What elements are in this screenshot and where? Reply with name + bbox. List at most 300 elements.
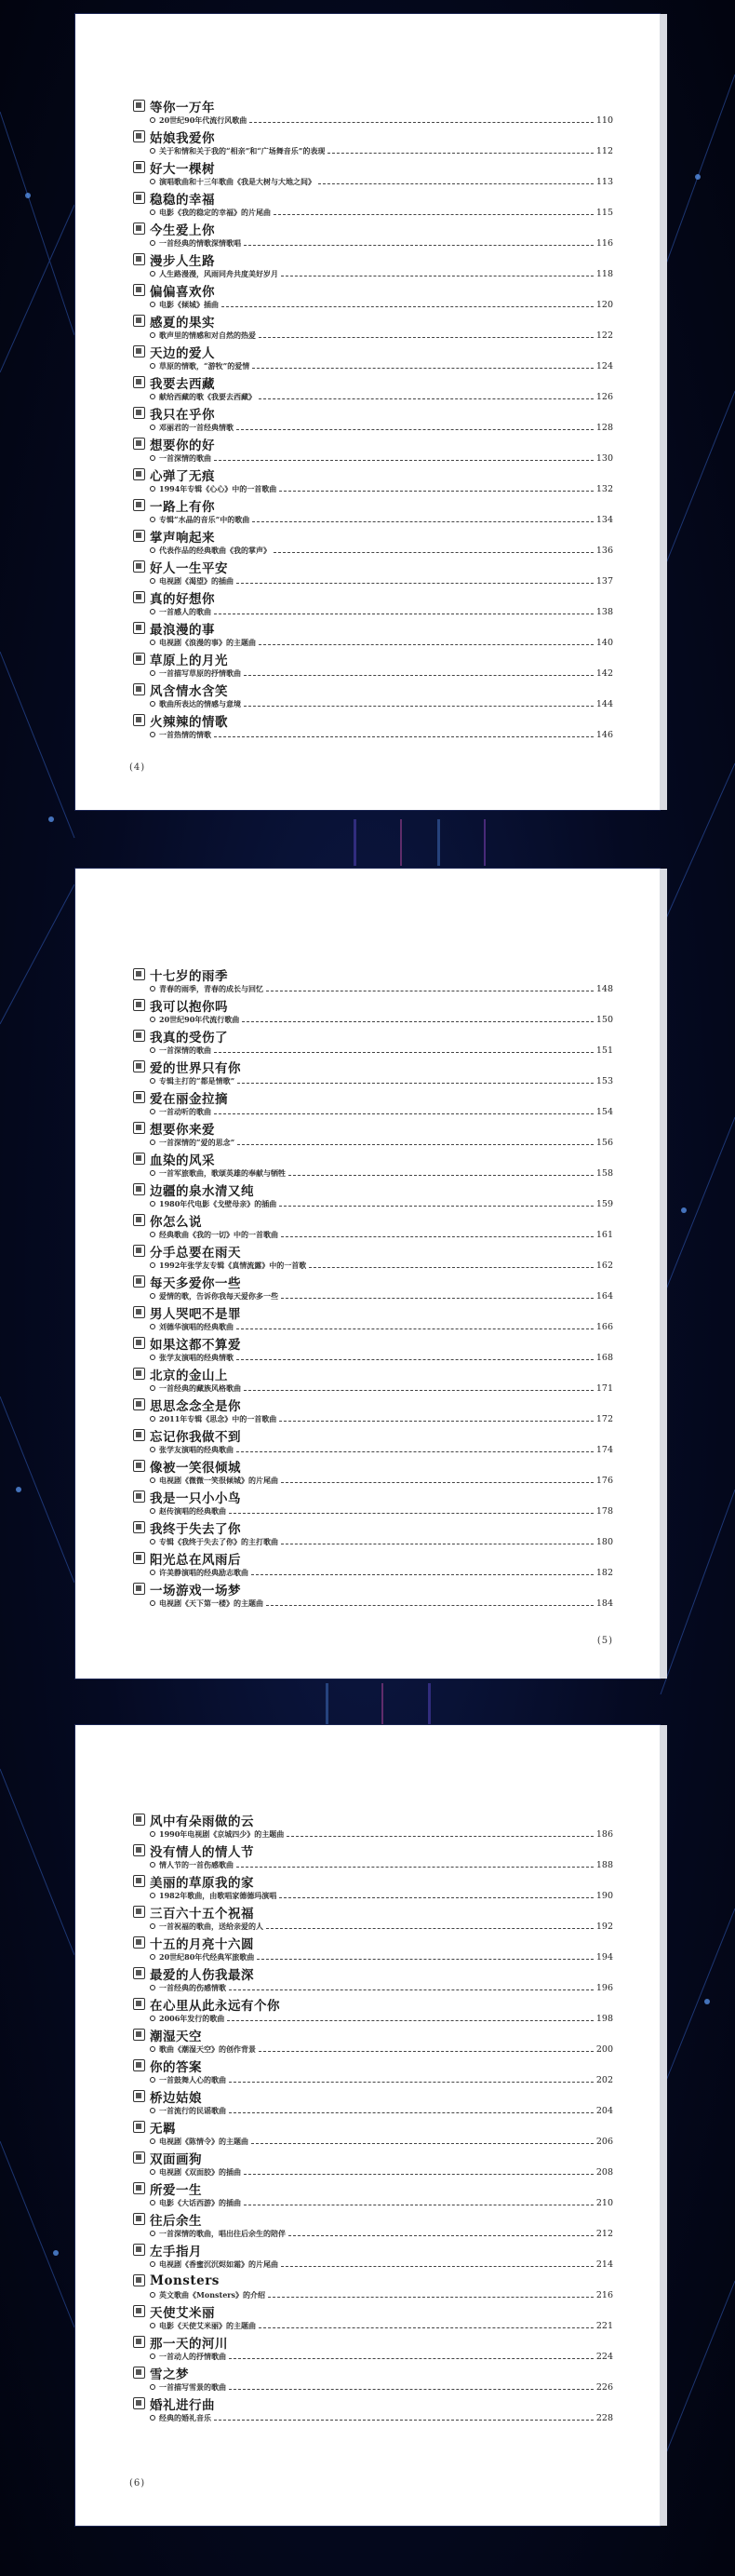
toc-entry-title: 思思念念全是你 xyxy=(150,1398,241,1414)
toc-entry[interactable] xyxy=(133,497,613,528)
toc-entry[interactable] xyxy=(133,2027,613,2057)
circle-bullet-icon xyxy=(150,1293,155,1299)
toc-entry-title-row xyxy=(133,1181,613,1197)
toc-entry-detail-row xyxy=(133,2380,613,2394)
toc-entry-title: 男人哭吧不是罪 xyxy=(150,1306,241,1322)
circle-bullet-icon xyxy=(150,2046,155,2052)
toc-page-number[interactable]: 168 xyxy=(595,1352,613,1363)
toc-page-number[interactable]: 124 xyxy=(595,360,613,371)
toc-page-number[interactable]: 198 xyxy=(595,2013,613,2024)
toc-page-number[interactable]: 148 xyxy=(595,983,613,994)
square-bullet-icon xyxy=(133,1337,145,1349)
dot-leader xyxy=(252,521,594,522)
circle-bullet-icon xyxy=(150,1923,155,1929)
toc-entry-detail-row xyxy=(133,1382,613,1395)
toc-page-number[interactable]: 112 xyxy=(595,145,613,156)
toc-entry-title: 北京的金山上 xyxy=(150,1368,228,1383)
circle-bullet-icon xyxy=(150,486,155,492)
toc-entry[interactable] xyxy=(133,344,613,374)
toc-entry-detail-row xyxy=(133,636,613,649)
circle-bullet-icon xyxy=(150,455,155,461)
toc-entry-subtitle: 20世纪80年代经典军旅歌曲 xyxy=(159,1951,255,1962)
toc-page-number[interactable]: 158 xyxy=(595,1167,613,1179)
toc-entry-title-row xyxy=(133,2088,613,2104)
toc-page-number[interactable]: 221 xyxy=(595,2320,613,2331)
toc-entry-title-row xyxy=(133,1151,613,1167)
toc-entry-subtitle: 专辑《我终于失去了你》的主打歌曲 xyxy=(159,1536,278,1546)
toc-page-5 xyxy=(75,869,660,1679)
toc-page-number[interactable]: 136 xyxy=(595,545,613,556)
toc-page-number[interactable]: 132 xyxy=(595,483,613,494)
circle-bullet-icon xyxy=(150,1262,155,1268)
toc-page-number[interactable]: 182 xyxy=(595,1567,613,1578)
toc-entry-detail-row xyxy=(133,236,613,250)
toc-entry-subtitle: 电视剧《微微一笑很倾城》的片尾曲 xyxy=(159,1475,278,1485)
toc-entry[interactable] xyxy=(133,2395,613,2426)
toc-page-number[interactable]: 212 xyxy=(595,2228,613,2239)
square-bullet-icon xyxy=(133,499,145,511)
toc-page-number[interactable]: 115 xyxy=(595,207,613,218)
toc-entry-subtitle: 电视剧《香蜜沉沉烬如霜》的片尾曲 xyxy=(159,2259,278,2269)
toc-entry-detail-row xyxy=(133,1535,613,1548)
toc-entry-subtitle: 许美静演唱的经典励志歌曲 xyxy=(159,1567,248,1577)
toc-entry-detail-row xyxy=(133,175,613,188)
toc-entry-title: 姑娘我爱你 xyxy=(150,130,215,146)
circle-bullet-icon xyxy=(150,425,155,430)
toc-entry[interactable] xyxy=(133,2088,613,2119)
toc-entry-title: 天边的爱人 xyxy=(150,345,215,361)
toc-page-number[interactable]: 161 xyxy=(595,1229,613,1240)
toc-entry-title: 感夏的果实 xyxy=(150,315,215,330)
toc-entry-subtitle: 一首深情的歌曲，唱出往后余生的陪伴 xyxy=(159,2228,286,2238)
toc-entry-title-row xyxy=(133,2119,613,2135)
toc-entry[interactable] xyxy=(133,1274,613,1304)
toc-entry[interactable] xyxy=(133,1427,613,1458)
toc-entry-subtitle: 电视剧《双面胶》的插曲 xyxy=(159,2166,241,2177)
toc-entry-title: 想要你来爱 xyxy=(150,1122,215,1138)
toc-entry-title-row xyxy=(133,466,613,482)
toc-entry[interactable] xyxy=(133,2242,613,2273)
toc-entry[interactable] xyxy=(133,1243,613,1274)
circle-bullet-icon xyxy=(150,1078,155,1084)
toc-entry[interactable] xyxy=(133,128,613,159)
toc-entry[interactable] xyxy=(133,589,613,620)
toc-entry-title: 分手总要在雨天 xyxy=(150,1245,241,1261)
toc-entry[interactable] xyxy=(133,1059,613,1089)
toc-entry-title-row xyxy=(133,1028,613,1044)
toc-page-number[interactable]: 210 xyxy=(595,2197,613,2208)
toc-page-number[interactable]: 176 xyxy=(595,1475,613,1486)
toc-entry[interactable] xyxy=(133,997,613,1028)
circle-bullet-icon xyxy=(150,640,155,645)
toc-entry[interactable] xyxy=(133,1935,613,1965)
toc-entry[interactable] xyxy=(133,1366,613,1396)
dot-leader xyxy=(274,552,594,553)
toc-entry-subtitle: 电视剧《天下第一楼》的主题曲 xyxy=(159,1598,263,1608)
square-bullet-icon xyxy=(133,530,145,542)
toc-entry-detail-row xyxy=(133,667,613,680)
toc-entry[interactable] xyxy=(133,313,613,344)
dot-leader xyxy=(259,644,594,645)
toc-entry-detail-row xyxy=(133,1044,613,1057)
toc-page-number[interactable]: 224 xyxy=(595,2351,613,2362)
dot-leader xyxy=(236,429,594,430)
circle-bullet-icon xyxy=(150,117,155,123)
toc-entry[interactable] xyxy=(133,282,613,313)
toc-page-number[interactable]: 134 xyxy=(595,514,613,525)
toc-page-number[interactable]: 130 xyxy=(595,452,613,464)
toc-entry-title-row xyxy=(133,528,613,544)
toc-entry[interactable] xyxy=(133,405,613,436)
toc-entry-title-row xyxy=(133,1120,613,1136)
toc-entry-detail-row xyxy=(133,2104,613,2117)
toc-entry-title: 血染的风采 xyxy=(150,1153,215,1168)
toc-entry[interactable] xyxy=(133,221,613,251)
toc-entry[interactable] xyxy=(133,712,613,743)
square-bullet-icon xyxy=(133,968,145,980)
toc-list xyxy=(133,98,613,743)
toc-entry-title: 最浪漫的事 xyxy=(150,622,215,638)
toc-entry[interactable] xyxy=(133,1396,613,1427)
toc-entry[interactable] xyxy=(133,374,613,405)
circle-bullet-icon xyxy=(150,517,155,522)
toc-entry-subtitle: 电视剧《浪漫的事》的主题曲 xyxy=(159,637,256,647)
toc-entry-title-row xyxy=(133,128,613,144)
toc-page-number[interactable]: 144 xyxy=(595,698,613,709)
toc-entry-detail-row xyxy=(133,1320,613,1333)
toc-entry[interactable] xyxy=(133,1489,613,1519)
toc-entry-title-row xyxy=(133,681,613,697)
toc-entry-title: 像被一笑很倾城 xyxy=(150,1460,241,1476)
toc-page-number[interactable]: 180 xyxy=(595,1536,613,1547)
toc-entry-title: 风中有朵雨做的云 xyxy=(150,1814,254,1829)
toc-entry[interactable] xyxy=(133,190,613,221)
toc-entry-title-row xyxy=(133,497,613,513)
toc-entry[interactable] xyxy=(133,2180,613,2211)
toc-entry-title-row xyxy=(133,589,613,605)
toc-entry[interactable] xyxy=(133,1842,613,1873)
toc-page-number[interactable]: 208 xyxy=(595,2166,613,2178)
toc-entry-title: 稳稳的幸福 xyxy=(150,192,215,208)
toc-page-number[interactable]: 178 xyxy=(595,1505,613,1517)
toc-entry[interactable] xyxy=(133,2334,613,2365)
toc-page-number[interactable]: 188 xyxy=(595,1859,613,1870)
circle-bullet-icon xyxy=(150,2108,155,2113)
toc-page-number[interactable]: 110 xyxy=(595,115,613,126)
toc-entry[interactable] xyxy=(133,1458,613,1489)
toc-page-number[interactable]: 159 xyxy=(595,1198,613,1209)
toc-entry-detail-row xyxy=(133,2196,613,2209)
dot-leader xyxy=(268,2297,594,2298)
toc-entry-title-row xyxy=(133,651,613,667)
toc-entry[interactable] xyxy=(133,1151,613,1181)
dot-leader xyxy=(279,1206,594,1207)
toc-entry-detail-row xyxy=(133,452,613,465)
toc-entry-subtitle: 歌声里的情感和对自然的热爱 xyxy=(159,330,256,340)
square-bullet-icon xyxy=(133,2305,145,2317)
toc-entry[interactable] xyxy=(133,528,613,559)
toc-entry[interactable] xyxy=(133,466,613,497)
toc-page-number[interactable]: 206 xyxy=(595,2136,613,2147)
toc-entry-subtitle: 专辑“水晶的音乐”中的歌曲 xyxy=(159,514,250,524)
toc-page-number[interactable]: 166 xyxy=(595,1321,613,1332)
toc-page-number[interactable]: 116 xyxy=(595,237,613,249)
toc-entry-title-row xyxy=(133,1519,613,1535)
toc-entry-title: 真的好想你 xyxy=(150,591,215,607)
toc-entry-title-row xyxy=(133,405,613,421)
toc-page-number[interactable]: 151 xyxy=(595,1045,613,1056)
toc-entry-title-row xyxy=(133,221,613,236)
toc-page-number[interactable]: 190 xyxy=(595,1890,613,1901)
toc-entry-title: 天使艾米丽 xyxy=(150,2305,215,2321)
toc-page-number[interactable]: 156 xyxy=(595,1137,613,1148)
toc-entry-title-row xyxy=(133,1935,613,1950)
toc-entry-detail-row xyxy=(133,513,613,526)
toc-entry[interactable] xyxy=(133,1904,613,1935)
toc-entry[interactable] xyxy=(133,436,613,466)
toc-entry-detail-row xyxy=(133,2258,613,2271)
toc-entry-title-row xyxy=(133,966,613,982)
toc-entry-subtitle: 电影《天使艾米丽》的主题曲 xyxy=(159,2320,256,2330)
toc-entry-detail-row xyxy=(133,1827,613,1841)
square-bullet-icon xyxy=(133,2059,145,2071)
toc-entry[interactable] xyxy=(133,2057,613,2088)
toc-entry-detail-row xyxy=(133,605,613,618)
circle-bullet-icon xyxy=(150,578,155,584)
square-bullet-icon xyxy=(133,253,145,265)
toc-page-number[interactable]: 137 xyxy=(595,575,613,587)
circle-bullet-icon xyxy=(150,1324,155,1329)
square-bullet-icon xyxy=(133,315,145,327)
toc-entry-subtitle: 一首鼓舞人心的歌曲 xyxy=(159,2074,226,2084)
toc-page-number[interactable]: 122 xyxy=(595,330,613,341)
dot-leader xyxy=(259,398,594,399)
toc-entry[interactable] xyxy=(133,681,613,712)
toc-page-number[interactable]: 126 xyxy=(595,391,613,402)
toc-page-number[interactable]: 202 xyxy=(595,2074,613,2085)
toc-entry[interactable] xyxy=(133,1120,613,1151)
toc-entry[interactable] xyxy=(133,651,613,681)
toc-entry[interactable] xyxy=(133,2303,613,2334)
toc-page-number[interactable]: 196 xyxy=(595,1982,613,1993)
toc-entry-subtitle: 一首深情的歌曲 xyxy=(159,1045,211,1055)
circle-bullet-icon xyxy=(150,1047,155,1053)
toc-entry-detail-row xyxy=(133,421,613,434)
circle-bullet-icon xyxy=(150,670,155,676)
square-bullet-icon xyxy=(133,1060,145,1072)
circle-bullet-icon xyxy=(150,1355,155,1360)
circle-bullet-icon xyxy=(150,2261,155,2267)
square-bullet-icon xyxy=(133,1583,145,1595)
toc-entry-subtitle: 一首经典的情歌深情歌唱 xyxy=(159,237,241,248)
toc-entry[interactable] xyxy=(133,2365,613,2395)
toc-page-number[interactable]: 174 xyxy=(595,1444,613,1455)
circle-bullet-icon xyxy=(150,609,155,614)
toc-entry[interactable] xyxy=(133,2150,613,2180)
toc-entry-subtitle: 一首热情的情歌 xyxy=(159,729,211,739)
toc-entry-subtitle: 邓丽君的一首经典情歌 xyxy=(159,422,234,432)
circle-bullet-icon xyxy=(150,1170,155,1176)
toc-page-number[interactable]: 140 xyxy=(595,637,613,648)
circle-bullet-icon xyxy=(150,1600,155,1606)
toc-entry-title: 草原上的月光 xyxy=(150,653,228,668)
toc-page-number[interactable]: 113 xyxy=(595,176,613,187)
toc-entry-subtitle: 一首经典的藏族风格歌曲 xyxy=(159,1382,241,1393)
toc-page-number[interactable]: 194 xyxy=(595,1951,613,1962)
toc-entry-title: 十七岁的雨季 xyxy=(150,968,228,984)
toc-page-number[interactable]: 172 xyxy=(595,1413,613,1424)
toc-entry-subtitle: 赵传演唱的经典歌曲 xyxy=(159,1505,226,1516)
square-bullet-icon xyxy=(133,1967,145,1979)
toc-entry[interactable] xyxy=(133,98,613,128)
toc-page-number[interactable]: 192 xyxy=(595,1921,613,1932)
toc-page-number[interactable]: 154 xyxy=(595,1106,613,1117)
toc-page-number[interactable]: 228 xyxy=(595,2412,613,2423)
dot-leader xyxy=(236,1451,594,1452)
toc-entry[interactable] xyxy=(133,1996,613,2027)
toc-entry-title-row xyxy=(133,620,613,636)
toc-entry-title: 火辣辣的情歌 xyxy=(150,714,228,730)
square-bullet-icon xyxy=(133,2244,145,2256)
toc-entry[interactable] xyxy=(133,620,613,651)
dot-leader xyxy=(244,245,594,246)
page-folio: (4) xyxy=(129,762,146,773)
dot-leader xyxy=(227,2020,594,2021)
toc-entry[interactable] xyxy=(133,1581,613,1612)
toc-entry-detail-row xyxy=(133,1228,613,1241)
toc-page-number[interactable]: 171 xyxy=(595,1382,613,1394)
toc-entry-title: 忘记你我做不到 xyxy=(150,1429,241,1445)
toc-entry-subtitle: 情人节的一首伤感歌曲 xyxy=(159,1859,234,1869)
toc-entry-subtitle: 关于和情和关于我的“相亲”和“广场舞音乐”的表现 xyxy=(159,145,326,155)
square-bullet-icon xyxy=(133,1122,145,1134)
dot-leader xyxy=(279,1897,594,1898)
dot-leader xyxy=(229,2358,594,2359)
toc-page-number[interactable]: 162 xyxy=(595,1260,613,1271)
circle-bullet-icon xyxy=(150,2169,155,2175)
toc-entry[interactable] xyxy=(133,1089,613,1120)
toc-entry[interactable] xyxy=(133,1304,613,1335)
toc-entry[interactable] xyxy=(133,1335,613,1366)
toc-entry[interactable] xyxy=(133,1028,613,1059)
toc-entry-subtitle: 歌曲所表达的情感与意境 xyxy=(159,698,241,708)
toc-entry-detail-row xyxy=(133,2411,613,2424)
square-bullet-icon xyxy=(133,560,145,573)
square-bullet-icon xyxy=(133,1030,145,1042)
toc-entry-title-row xyxy=(133,2180,613,2196)
toc-entry-subtitle: 歌曲《潮湿天空》的创作背景 xyxy=(159,2043,256,2054)
toc-entry-title-row xyxy=(133,344,613,359)
toc-page-number[interactable]: 150 xyxy=(595,1014,613,1025)
circle-bullet-icon xyxy=(150,1831,155,1837)
dot-leader xyxy=(242,1021,594,1022)
toc-page-number[interactable]: 138 xyxy=(595,606,613,617)
toc-entry[interactable] xyxy=(133,1519,613,1550)
toc-entry[interactable] xyxy=(133,2273,613,2303)
toc-entry[interactable] xyxy=(133,159,613,190)
dot-leader xyxy=(229,2082,594,2083)
dot-leader xyxy=(327,153,593,154)
toc-entry-detail-row xyxy=(133,1981,613,1994)
toc-entry-title: 雪之梦 xyxy=(150,2367,189,2382)
toc-entry[interactable] xyxy=(133,1873,613,1904)
toc-page-number[interactable]: 120 xyxy=(595,299,613,310)
toc-page-number[interactable]: 146 xyxy=(595,729,613,740)
toc-page-number[interactable]: 216 xyxy=(595,2289,613,2300)
toc-page-number[interactable]: 142 xyxy=(595,668,613,679)
toc-entry[interactable] xyxy=(133,251,613,282)
square-bullet-icon xyxy=(133,192,145,204)
page-folio: (6) xyxy=(129,2478,146,2488)
toc-entry[interactable] xyxy=(133,1212,613,1243)
toc-entry-subtitle: 2006年发行的歌曲 xyxy=(159,2013,225,2023)
circle-bullet-icon xyxy=(150,302,155,307)
square-bullet-icon xyxy=(133,2029,145,2041)
toc-entry-title: 好大一棵树 xyxy=(150,161,215,177)
toc-entry-title-row xyxy=(133,1581,613,1597)
dot-leader xyxy=(229,2112,594,2113)
square-bullet-icon xyxy=(133,1245,145,1257)
toc-entry-title: 最爱的人伤我最深 xyxy=(150,1967,254,1983)
dot-leader xyxy=(249,122,594,123)
dot-leader xyxy=(279,1421,594,1422)
circle-bullet-icon xyxy=(150,363,155,369)
toc-page-number[interactable]: 128 xyxy=(595,422,613,433)
square-bullet-icon xyxy=(133,438,145,450)
toc-page-number[interactable]: 186 xyxy=(595,1828,613,1840)
toc-entry-subtitle: 一首祝福的歌曲，送给亲爱的人 xyxy=(159,1921,263,1931)
square-bullet-icon xyxy=(133,345,145,357)
square-bullet-icon xyxy=(133,1521,145,1533)
toc-entry-title-row xyxy=(133,2150,613,2165)
toc-entry-subtitle: 献给西藏的歌《我要去西藏》 xyxy=(159,391,256,401)
toc-entry[interactable] xyxy=(133,1181,613,1212)
toc-entry[interactable] xyxy=(133,1965,613,1996)
toc-page-number[interactable]: 184 xyxy=(595,1598,613,1609)
square-bullet-icon xyxy=(133,2213,145,2225)
toc-entry-detail-row xyxy=(133,1259,613,1272)
toc-page-number[interactable]: 200 xyxy=(595,2043,613,2055)
toc-page-number[interactable]: 204 xyxy=(595,2105,613,2116)
toc-entry-title: 潮湿天空 xyxy=(150,2029,202,2044)
circle-bullet-icon xyxy=(150,547,155,553)
dot-leader xyxy=(244,675,594,676)
toc-entry[interactable] xyxy=(133,1550,613,1581)
toc-page-number[interactable]: 153 xyxy=(595,1075,613,1086)
toc-entry[interactable] xyxy=(133,2211,613,2242)
toc-page-number[interactable]: 226 xyxy=(595,2381,613,2393)
toc-page-number[interactable]: 164 xyxy=(595,1290,613,1301)
dot-leader xyxy=(214,736,594,737)
toc-entry[interactable] xyxy=(133,1812,613,1842)
toc-entry-title: 往后余生 xyxy=(150,2213,202,2229)
circle-bullet-icon xyxy=(150,1477,155,1483)
toc-entry[interactable] xyxy=(133,559,613,589)
dot-leader xyxy=(266,1605,594,1606)
toc-page-number[interactable]: 118 xyxy=(595,268,613,279)
toc-entry-title: 等你一万年 xyxy=(150,100,215,115)
square-bullet-icon xyxy=(133,1460,145,1472)
toc-entry[interactable] xyxy=(133,2119,613,2150)
dot-leader xyxy=(229,1989,594,1990)
toc-entry-title-row xyxy=(133,2334,613,2350)
toc-entry-subtitle: 1990年电视剧《京城四少》的主题曲 xyxy=(159,1828,285,1839)
toc-entry-detail-row xyxy=(133,2012,613,2025)
circle-bullet-icon xyxy=(150,332,155,338)
toc-page-number[interactable]: 214 xyxy=(595,2259,613,2270)
square-bullet-icon xyxy=(133,1183,145,1195)
toc-entry[interactable] xyxy=(133,966,613,997)
